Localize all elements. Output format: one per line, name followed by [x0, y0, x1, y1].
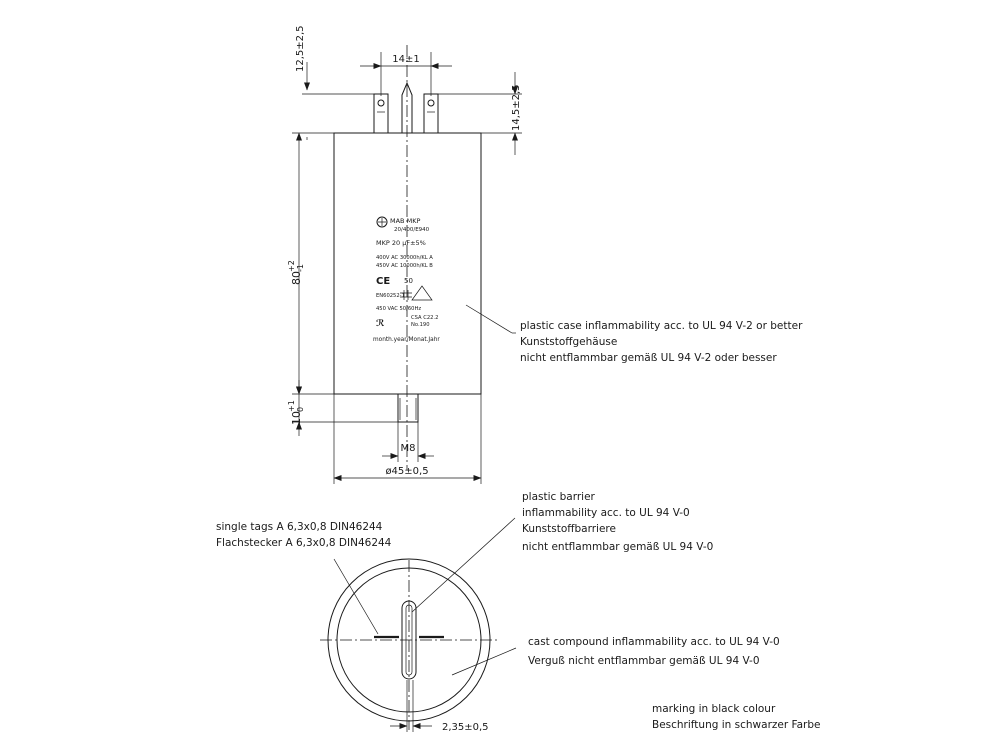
- label-line6: EN60252-1: [376, 293, 405, 299]
- notes: [216, 320, 820, 731]
- note-compound-de: Verguß nicht entflammbar gemäß UL 94 V-0: [528, 655, 760, 667]
- dim-stud-height-lower: 0: [296, 406, 305, 412]
- dim-terminal-spacing: [360, 52, 452, 96]
- note-tags-de: Flachstecker A 6,3x0,8 DIN46244: [216, 537, 392, 549]
- label-line8: CSA C22.2: [411, 315, 439, 321]
- label-line4: 400V AC 30000h/KL A: [376, 255, 433, 261]
- terminal-left: [374, 94, 388, 133]
- label-line10: month.year/Monat.Jahr: [373, 337, 440, 343]
- note-case-en: plastic case inflammability acc. to UL 94 V-2 or better: [520, 320, 803, 332]
- note-barrier-de1: Kunststoffbarriere: [522, 523, 616, 535]
- dim-terminal-spacing-text: 14±1: [392, 54, 420, 65]
- note-tags-en: single tags A 6,3x0,8 DIN46244: [216, 521, 383, 533]
- note-compound-en: cast compound inflammability acc. to UL 94 V-0: [528, 636, 780, 648]
- leader-barrier: [412, 518, 515, 612]
- label-line1: MAB MKP: [390, 217, 421, 225]
- dim-body-height-lower: -1: [296, 264, 305, 272]
- label-line9: No.190: [411, 322, 430, 328]
- side-view: [287, 25, 522, 484]
- ce-mark: CE: [376, 276, 391, 287]
- note-barrier-de2: nicht entflammbar gemäß UL 94 V-0: [522, 541, 714, 553]
- dim-stud-height-upper: +1: [287, 400, 296, 412]
- note-marking-de: Beschriftung in schwarzer Farbe: [652, 719, 821, 731]
- dim-stud-thread: [382, 422, 434, 462]
- note-barrier-en1: plastic barrier: [522, 491, 595, 503]
- top-view: [320, 518, 516, 733]
- note-marking-en: marking in black colour: [652, 703, 776, 715]
- dim-body-height-upper: +2: [287, 260, 296, 272]
- note-barrier-en2: inflammability acc. to UL 94 V-0: [522, 507, 690, 519]
- label-line7: 450 VAC 50/60Hz: [376, 306, 422, 312]
- dim-stud-height-base: 10: [290, 411, 303, 425]
- dim-terminal-offset-text: 14,5±2,5: [511, 84, 522, 131]
- dim-diameter-text: ø45±0,5: [385, 466, 429, 477]
- dim-body-height-base: 80: [290, 271, 303, 285]
- dim-stud-thread-text: M8: [400, 443, 416, 454]
- dim-terminal-offset: [438, 72, 522, 155]
- label-line2: 20/400/E940: [394, 227, 430, 233]
- leader-plastic-case: [466, 305, 512, 333]
- dim-terminal-height: [295, 25, 374, 140]
- dim-stud-height: [287, 380, 398, 436]
- ce-number: 50: [404, 277, 413, 285]
- label-line3: MKP 20 µF±5%: [376, 239, 426, 247]
- note-case-de2: nicht entflammbar gemäß UL 94 V-2 oder besser: [520, 352, 777, 364]
- note-case-de1: Kunststoffgehäuse: [520, 336, 618, 348]
- dim-diameter: [334, 394, 481, 484]
- cert-mark-icon: [412, 286, 432, 300]
- dim-tab-offset-text: 2,35±0,5: [442, 722, 489, 733]
- mounting-stud: [398, 394, 418, 422]
- terminal-right: [424, 94, 438, 133]
- ul-mark-icon: ℛ: [376, 319, 385, 329]
- label-line5: 450V AC 10000h/KL B: [376, 263, 433, 269]
- dim-terminal-height-text: 12,5±2,5: [295, 25, 306, 72]
